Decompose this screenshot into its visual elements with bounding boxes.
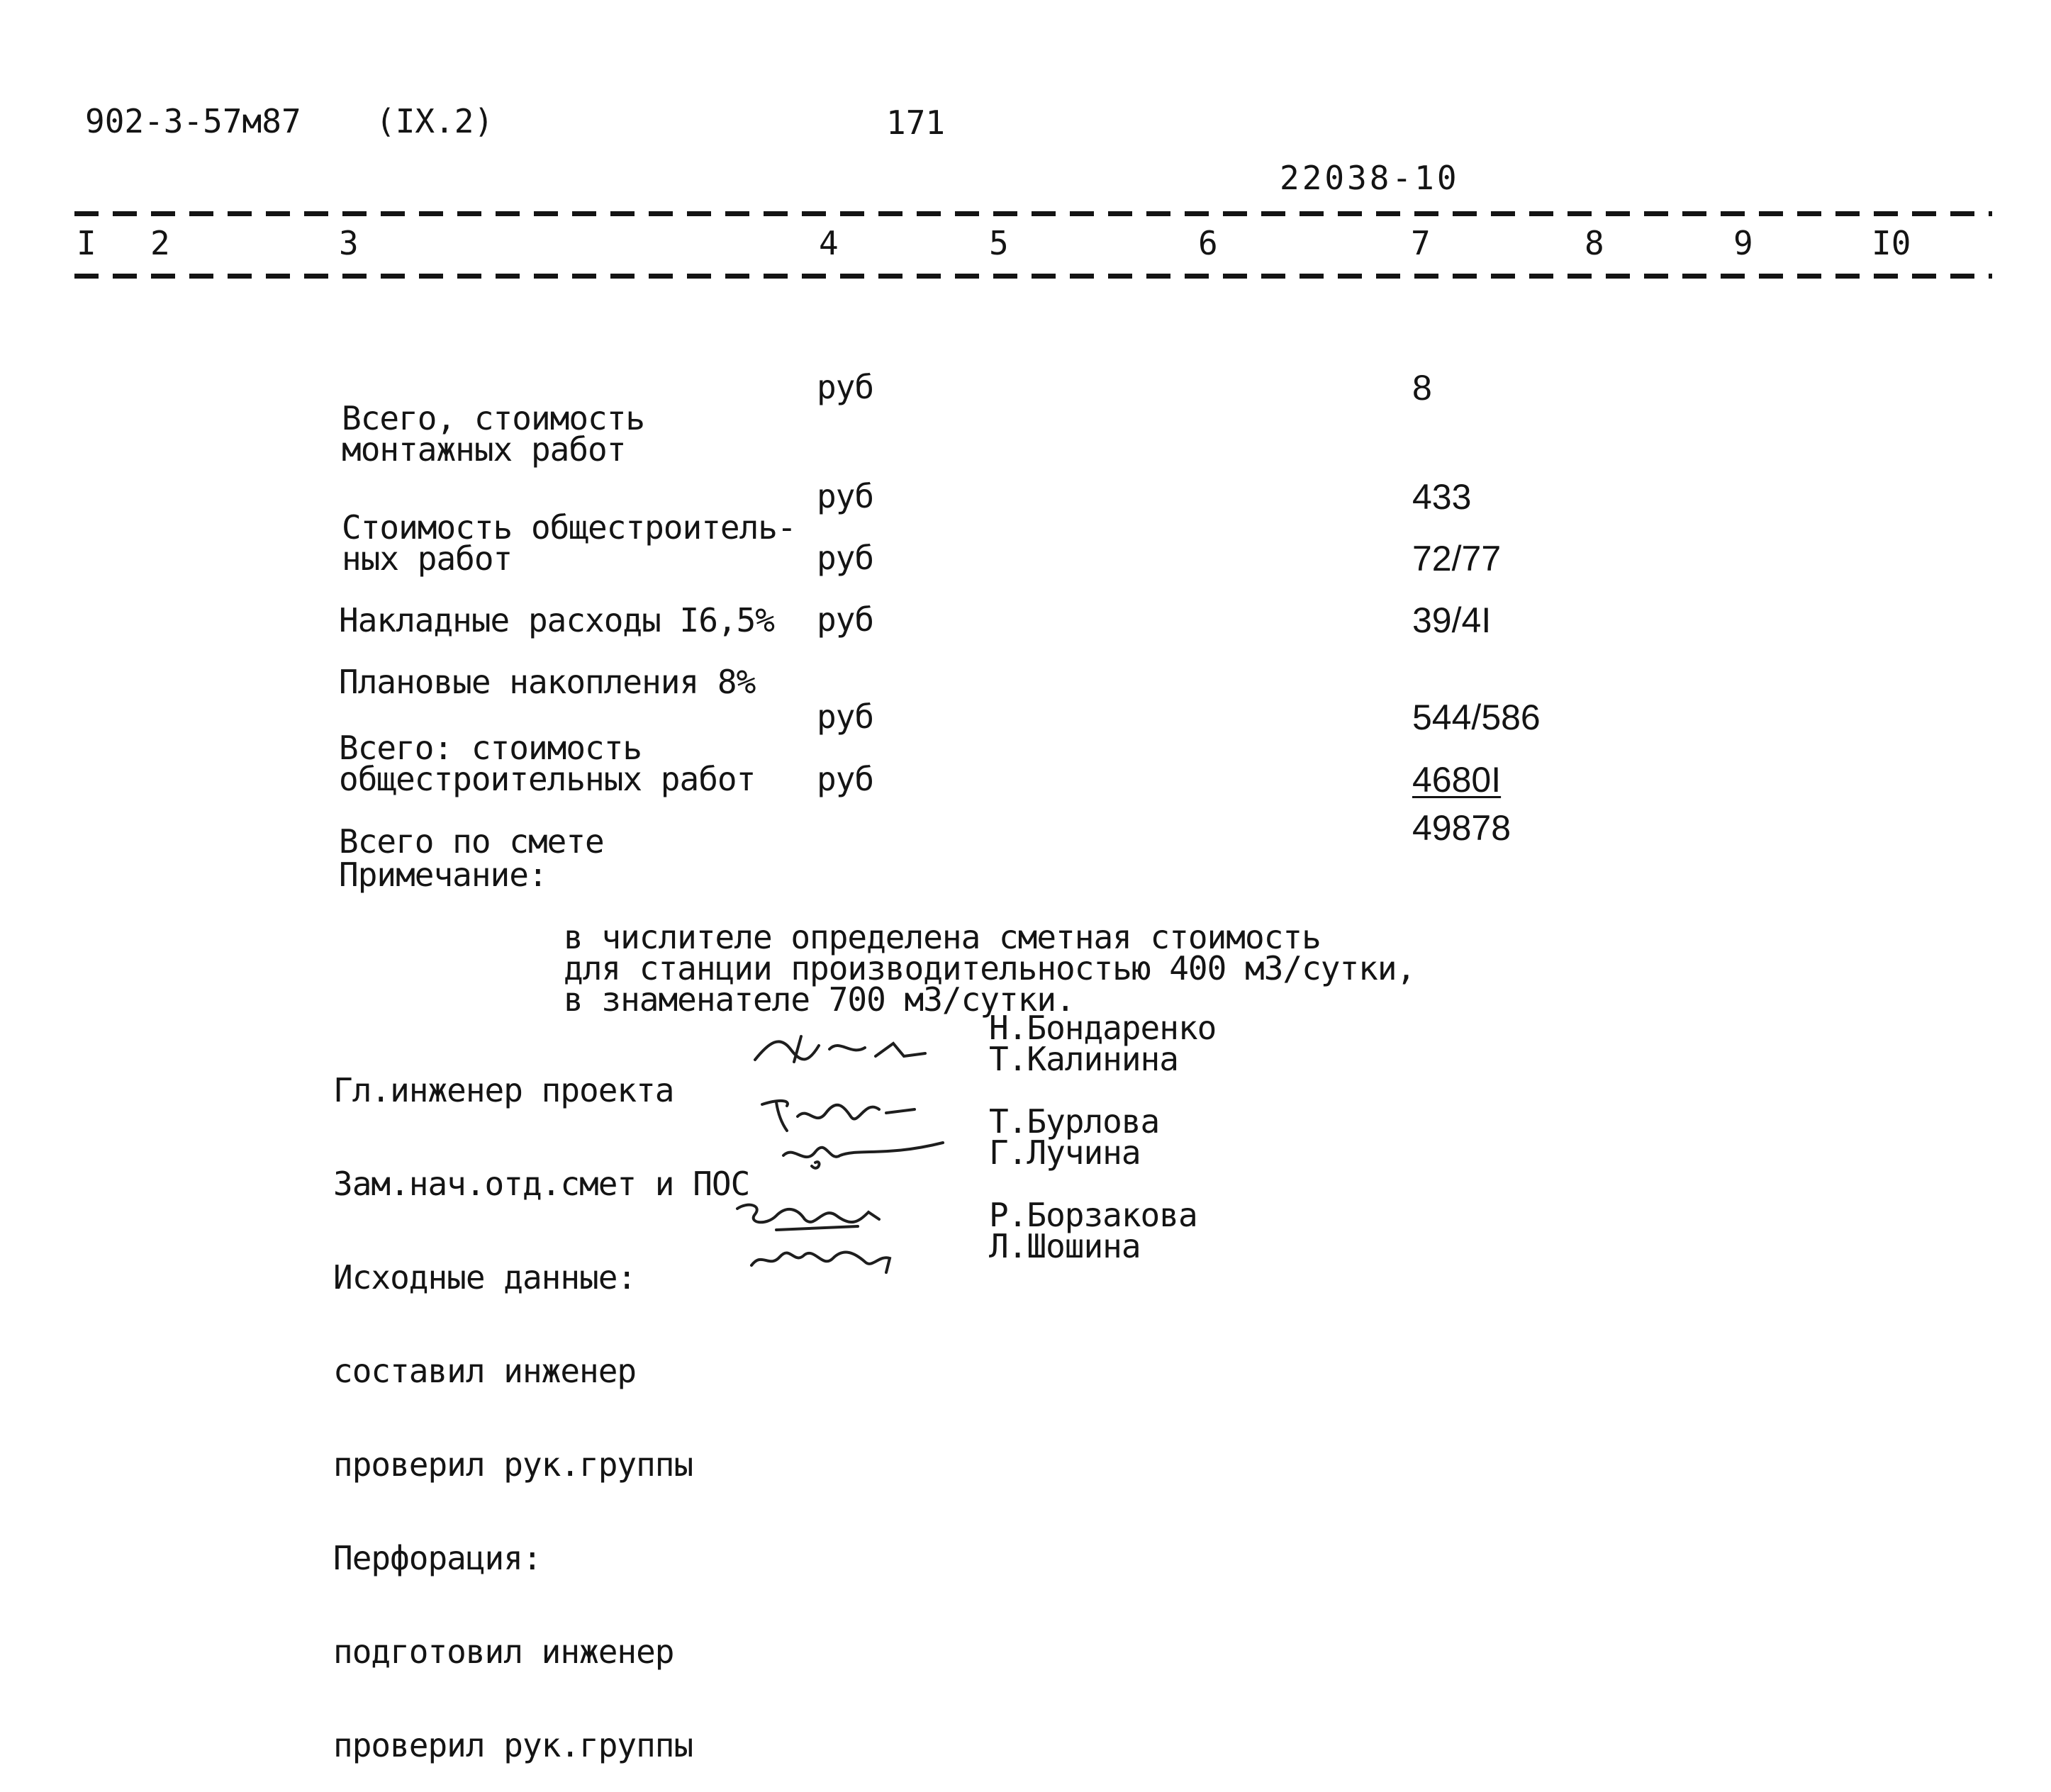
row-value: 433 bbox=[1412, 477, 1472, 517]
signature-name: Л.Шошина bbox=[989, 1227, 1141, 1265]
handwritten-signature bbox=[780, 1134, 950, 1177]
row-label: Всего по смете bbox=[339, 822, 604, 861]
column-number-1: I bbox=[77, 224, 96, 262]
row-value: 72/77 bbox=[1412, 539, 1502, 578]
row-label: Накладные расходы I6,5% bbox=[339, 601, 774, 639]
page-number: 171 bbox=[886, 103, 946, 142]
note-text: в числителе определена сметная стоимость для станции производительностью 400 м3/сутки, в знаменателе 700 м3/сутки. bbox=[564, 918, 1416, 1019]
document-code: 902-3-57м87 bbox=[85, 102, 301, 140]
column-number-2: 2 bbox=[150, 224, 170, 262]
signature-name: Т.Бурлова bbox=[989, 1102, 1160, 1141]
column-number-3: 3 bbox=[339, 224, 359, 262]
column-number-5: 5 bbox=[989, 224, 1009, 262]
column-number-4: 4 bbox=[819, 224, 839, 262]
row-value: 39/4I bbox=[1412, 600, 1492, 640]
column-number-7: 7 bbox=[1411, 224, 1431, 262]
column-number-8: 8 bbox=[1585, 224, 1604, 262]
row-unit: руб bbox=[817, 698, 874, 736]
column-number-6: 6 bbox=[1198, 224, 1218, 262]
row-label: Плановые накопления 8% bbox=[339, 663, 756, 701]
row-unit: руб bbox=[817, 368, 874, 406]
row-unit: руб bbox=[817, 760, 874, 798]
signature-name: Н.Бондаренко bbox=[989, 1009, 1217, 1047]
row-unit: руб bbox=[817, 600, 874, 639]
column-number-9: 9 bbox=[1733, 224, 1753, 262]
handwritten-signature bbox=[734, 1194, 890, 1237]
note-label: Примечание: bbox=[339, 856, 547, 894]
handwritten-signature bbox=[748, 1237, 904, 1279]
row-unit: руб bbox=[817, 477, 874, 515]
row-value: 8 bbox=[1412, 368, 1432, 408]
signature-name: Р.Борзакова bbox=[989, 1196, 1197, 1234]
signature-roles: Гл.инженер проекта Зам.нач.отд.смет и ПОС Исходные данные: составил инженер проверил рук.группы Перфорация: подготовил инженер проверил рук.группы bbox=[333, 1071, 750, 1764]
row-unit: руб bbox=[817, 539, 874, 577]
row-label: Всего: стоимость общестроительных работ bbox=[339, 729, 756, 798]
handwritten-signature bbox=[751, 1028, 929, 1070]
section-code: (IX.2) bbox=[376, 102, 494, 140]
signature-name: Т.Калинина bbox=[989, 1040, 1178, 1078]
column-header-top-rule bbox=[74, 211, 1992, 216]
total-value-numerator: 4680I bbox=[1412, 760, 1502, 800]
row-label: Всего, стоимость монтажных работ bbox=[342, 399, 645, 469]
column-number-10: I0 bbox=[1872, 224, 1911, 262]
row-value: 544/586 bbox=[1412, 698, 1541, 737]
row-label: Стоимость общестроитель- ных работ bbox=[342, 508, 796, 578]
column-header-bottom-rule bbox=[74, 274, 1992, 279]
signature-name: Г.Лучина bbox=[989, 1133, 1141, 1172]
total-value-denominator: 49878 bbox=[1412, 808, 1511, 848]
stamp-number: 22038-10 bbox=[1280, 159, 1460, 197]
